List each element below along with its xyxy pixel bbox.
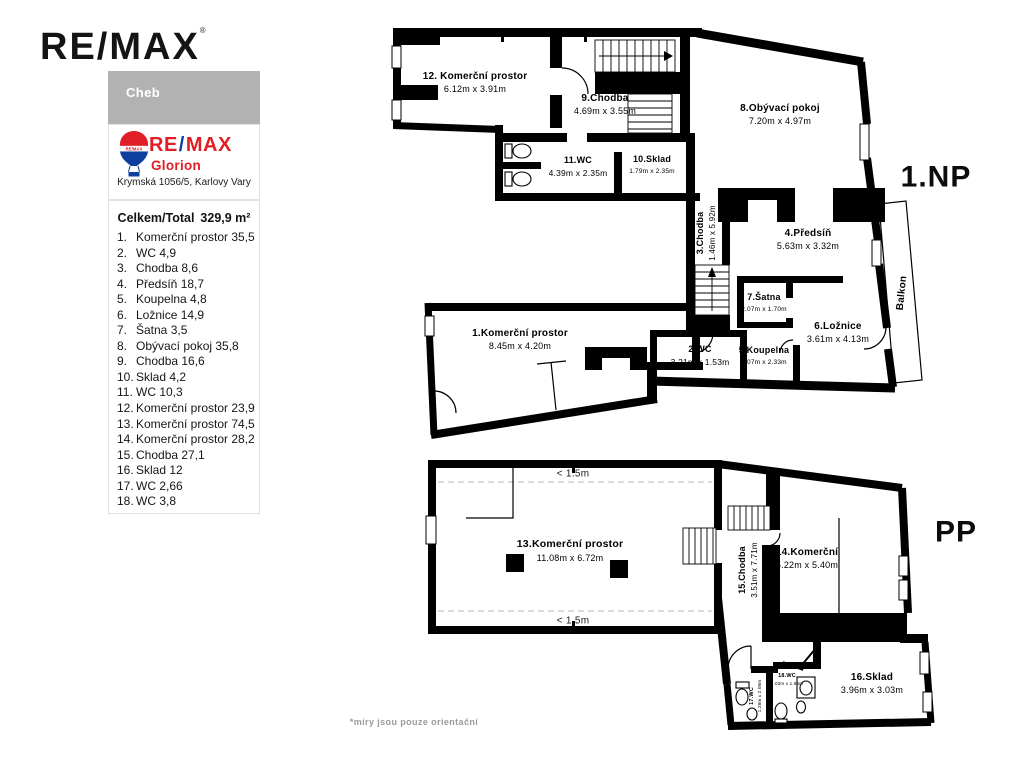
plan-label-room11: 11.WC 4.39m x 2.35m (548, 154, 608, 178)
ceiling-note-top: < 1.5m (556, 468, 590, 480)
office-city-box (108, 71, 260, 124)
room-list-item: 8. Obývací pokoj 35,8 (117, 338, 239, 353)
room-list-item: 15. Chodba 27,1 (117, 447, 205, 462)
room-list-item: 2. WC 4,9 (117, 245, 177, 260)
plan-label-room6: 6.Ložnice 3.61m x 4.13m (806, 321, 870, 345)
svg-text:RE/MAX: RE/MAX (125, 146, 143, 152)
office-logo-card (108, 124, 260, 200)
room-list-card (108, 200, 260, 514)
room-list (109, 230, 259, 510)
plan-label-balcony: Balkon (894, 275, 910, 311)
remax-wordmark-logo: RE/MAX® (40, 26, 206, 68)
room-list-item: 7. Šatna 3,5 (117, 323, 188, 338)
room-list-item: 17. WC 2,66 (117, 478, 183, 493)
room-list-item: 14. Komerční prostor 28,2 (117, 432, 255, 447)
remax-logo-text: RE/MAX (149, 134, 232, 156)
plan-label-room4: 4.Předsíň 5.63m x 3.32m (776, 228, 840, 252)
plan-label-room16: 16.Sklad 3.96m x 3.03m (840, 672, 904, 696)
plan-label-room12: 12. Komerční prostor 6.12m x 3.91m (422, 71, 528, 95)
plan-label-room17: 17.WC 1.28m x 2.08m (749, 679, 763, 713)
room-list-item: 11. WC 10,3 (117, 385, 183, 400)
plan-label-room1: 1.Komerční prostor 8.45m x 4.20m (472, 328, 568, 352)
room-list-item: 9. Chodba 16,6 (117, 354, 205, 369)
room-list-item: 1. Komerční prostor 35,5 (117, 230, 255, 244)
plan-label-room13: 13.Komerční prostor 11.08m x 6.72m (516, 537, 624, 563)
total-area-heading: Celkem/Total 329,9 m² (117, 211, 251, 225)
room-list-item: 5. Koupelna 4,8 (117, 292, 207, 307)
plan-label-room3: 3.Chodba 1.46m x 5.92m (695, 205, 718, 261)
room-list-item: 16. Sklad 12 (117, 463, 183, 478)
np-fixtures (505, 144, 566, 410)
room-list-item: 18. WC 3,8 (117, 494, 177, 509)
room-list-item: 6. Ložnice 14,9 (117, 307, 205, 322)
remax-balloon-icon (117, 130, 151, 178)
registered-mark: ® (199, 26, 206, 35)
office-address: Krymská 1056/5, Karlovy Vary (117, 177, 251, 188)
plan-label-room2: 2.WC 3.21m x 1.53m (670, 343, 730, 367)
office-city-label: Cheb (126, 85, 161, 100)
plan-label-room7: 7.Šatna 2.07m x 1.70m (741, 291, 787, 313)
plan-label-room10: 10.Sklad 1.79m x 2.35m (629, 153, 675, 175)
plan-label-room8: 8.Obývací pokoj 7.20m x 4.97m (740, 103, 820, 127)
plan-label-room18: 18.WC 2.03m x 1.86m (770, 673, 804, 687)
plan-label-room15: 15.Chodba 3.51m x 7.71m (737, 542, 760, 598)
room-list-item: 3. Chodba 8,6 (117, 261, 199, 276)
floor-label-pp: PP (934, 515, 978, 549)
ceiling-note-bottom: < 1.5m (556, 615, 590, 627)
room-list-item: 10. Sklad 4,2 (117, 369, 187, 384)
room-list-item: 12. Komerční prostor 23,9 (117, 401, 255, 416)
office-name: Glorion (151, 158, 202, 173)
room-list-item: 4. Předsíň 18,7 (117, 276, 205, 291)
plan-label-room5: 5.Koupelna 2.07m x 2.33m (738, 344, 790, 366)
plan-label-room9: 9.Chodba 4.69m x 3.55m (573, 93, 637, 117)
plan-label-room14: 14.Komerční 5.22m x 5.40m (775, 547, 839, 571)
disclaimer-footnote: *míry jsou pouze orientační (349, 717, 479, 727)
floor-label-1np: 1.NP (900, 160, 972, 194)
room-list-item: 13. Komerční prostor 74,5 (117, 416, 255, 431)
